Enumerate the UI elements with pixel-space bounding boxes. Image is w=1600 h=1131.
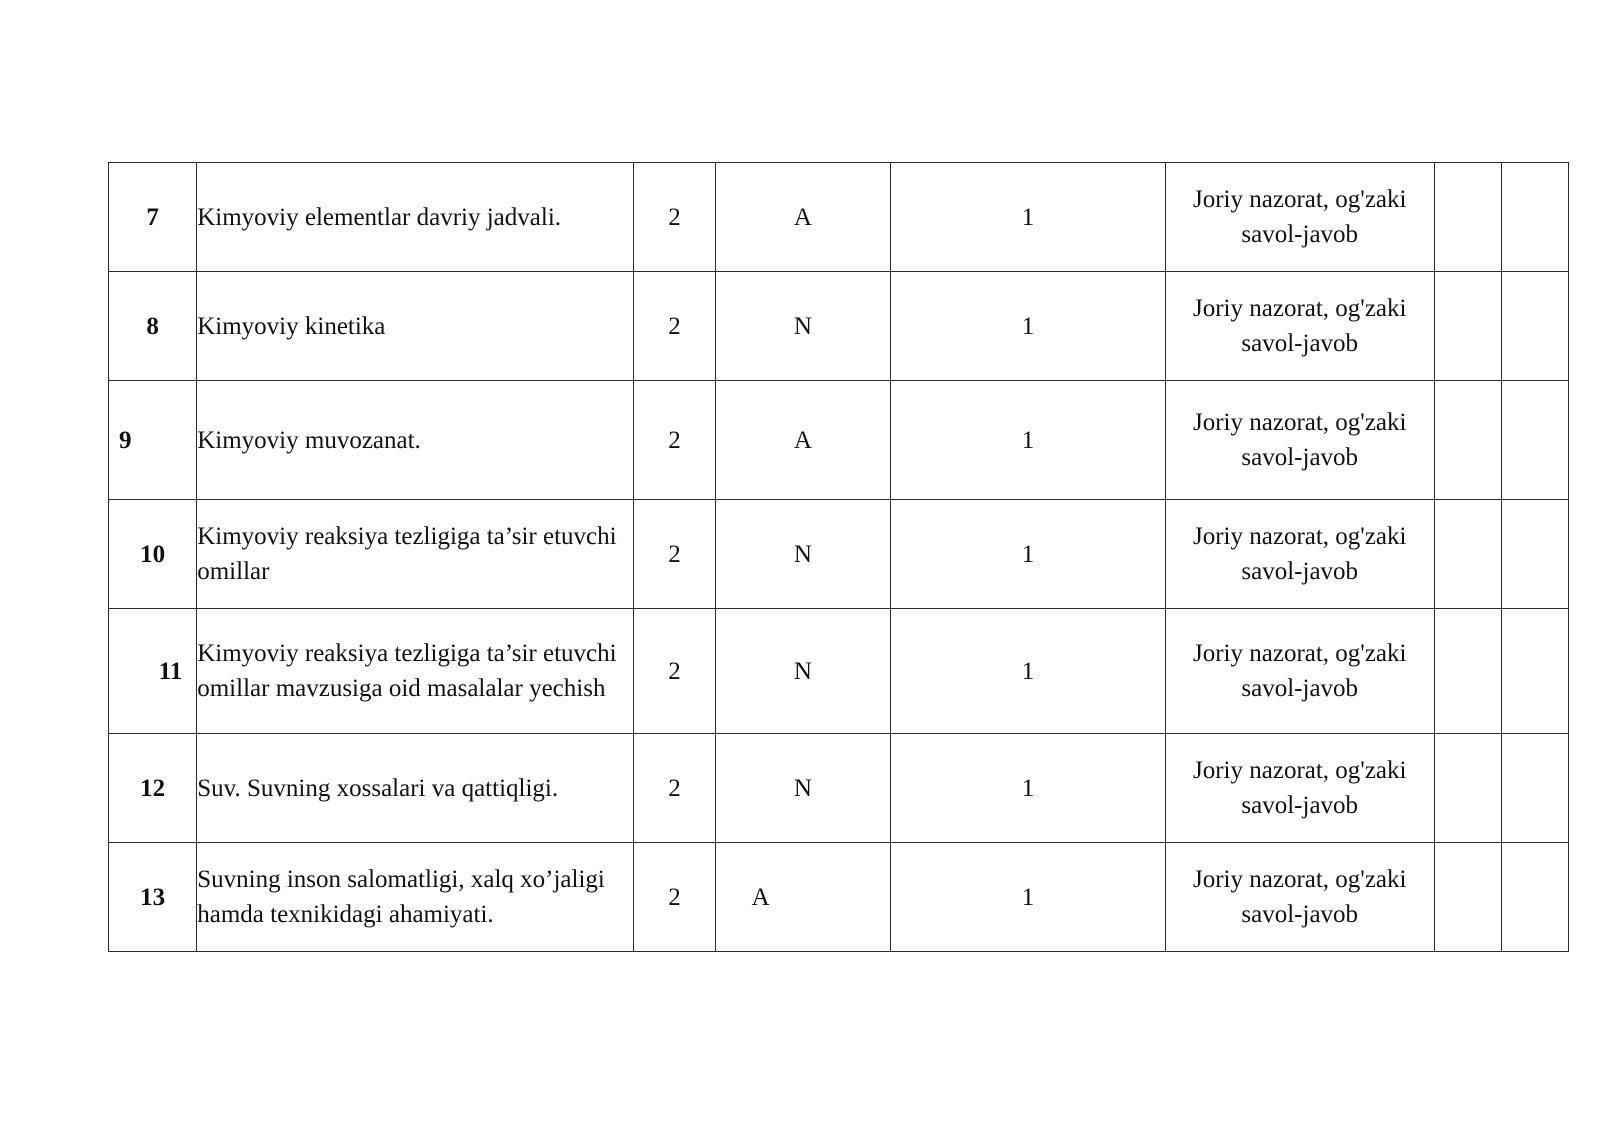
- topic-cell: Suv. Suvning xossalari va qattiqligi.: [197, 734, 634, 843]
- week-cell: [891, 272, 1166, 381]
- control-cell: Joriy nazorat, og'zaki savol-javob: [1165, 272, 1434, 381]
- week-cell: [891, 163, 1166, 272]
- type-cell: A: [715, 163, 890, 272]
- empty-cell: [1501, 500, 1568, 609]
- row-number: 10: [109, 500, 197, 609]
- lesson-plan-table: [108, 162, 1569, 952]
- row-number: 11: [109, 609, 197, 734]
- type-cell: A: [715, 843, 890, 952]
- table-row: [109, 843, 1569, 952]
- empty-cell: [1434, 843, 1501, 952]
- week-value: 1: [1021, 883, 1035, 911]
- hours-cell: 2: [634, 500, 715, 609]
- empty-cell: [1501, 609, 1568, 734]
- type-cell: N: [715, 272, 890, 381]
- table-row: [109, 609, 1569, 734]
- row-number: 9: [109, 381, 197, 500]
- control-cell: Joriy nazorat, og'zaki savol-javob: [1165, 843, 1434, 952]
- hours-cell: 2: [634, 163, 715, 272]
- empty-cell: [1501, 163, 1568, 272]
- topic-cell: Kimyoviy elementlar davriy jadvali.: [197, 163, 634, 272]
- empty-cell: [1501, 272, 1568, 381]
- empty-cell: [1501, 381, 1568, 500]
- week-cell: [891, 609, 1166, 734]
- control-cell: Joriy nazorat, og'zaki savol-javob: [1165, 500, 1434, 609]
- row-number: 12: [109, 734, 197, 843]
- hours-cell: 2: [634, 609, 715, 734]
- row-number: 7: [109, 163, 197, 272]
- week-value: 1: [1021, 312, 1035, 340]
- week-value: 1: [1021, 774, 1035, 802]
- table-row: [109, 163, 1569, 272]
- topic-cell: Kimyoviy reaksiya tezligiga ta’sir etuvchi omillar mavzusiga oid masalalar yechish: [197, 609, 634, 734]
- control-cell: Joriy nazorat, og'zaki savol-javob: [1165, 163, 1434, 272]
- table-row: [109, 381, 1569, 500]
- table-row: [109, 734, 1569, 843]
- row-number: 8: [109, 272, 197, 381]
- topic-cell: Suvning inson salomatligi, xalq xo’jaligi hamda texnikidagi ahamiyati.: [197, 843, 634, 952]
- topic-cell: Kimyoviy reaksiya tezligiga ta’sir etuvchi omillar: [197, 500, 634, 609]
- empty-cell: [1434, 381, 1501, 500]
- week-value: 1: [1021, 203, 1035, 231]
- type-cell: N: [715, 500, 890, 609]
- control-cell: Joriy nazorat, og'zaki savol-javob: [1165, 381, 1434, 500]
- hours-cell: 2: [634, 272, 715, 381]
- week-cell: [891, 843, 1166, 952]
- week-value: 1: [1021, 657, 1035, 685]
- topic-cell: Kimyoviy kinetika: [197, 272, 634, 381]
- empty-cell: [1501, 734, 1568, 843]
- week-value: 1: [1021, 426, 1035, 454]
- empty-cell: [1434, 500, 1501, 609]
- type-cell: N: [715, 734, 890, 843]
- control-cell: Joriy nazorat, og'zaki savol-javob: [1165, 609, 1434, 734]
- empty-cell: [1501, 843, 1568, 952]
- hours-cell: 2: [634, 381, 715, 500]
- empty-cell: [1434, 734, 1501, 843]
- week-cell: [891, 734, 1166, 843]
- week-cell: [891, 381, 1166, 500]
- table-row: [109, 272, 1569, 381]
- table-row: [109, 500, 1569, 609]
- type-cell: N: [715, 609, 890, 734]
- topic-cell: Kimyoviy muvozanat.: [197, 381, 634, 500]
- control-cell: Joriy nazorat, og'zaki savol-javob: [1165, 734, 1434, 843]
- hours-cell: 2: [634, 734, 715, 843]
- row-number: 13: [109, 843, 197, 952]
- empty-cell: [1434, 163, 1501, 272]
- hours-cell: 2: [634, 843, 715, 952]
- type-cell: A: [715, 381, 890, 500]
- empty-cell: [1434, 272, 1501, 381]
- empty-cell: [1434, 609, 1501, 734]
- week-cell: [891, 500, 1166, 609]
- week-value: 1: [1021, 540, 1035, 568]
